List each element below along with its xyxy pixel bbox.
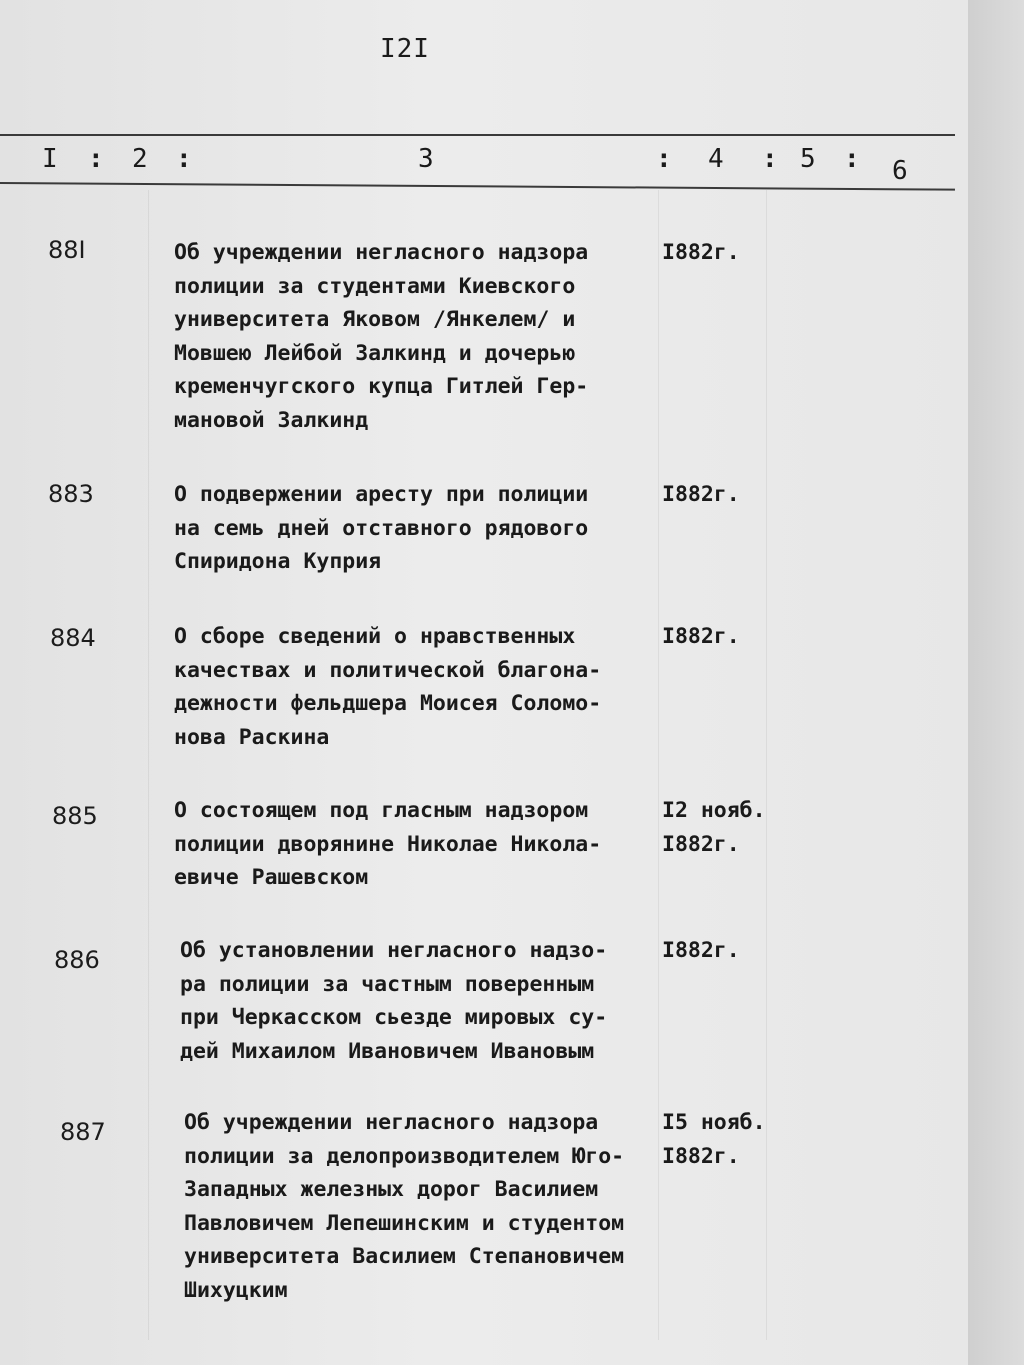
entry-line: университета Василием Степановичем	[184, 1244, 625, 1269]
entry-line: полиции за делопроизводителем Юго-	[184, 1143, 625, 1169]
entry-number: 884	[50, 624, 96, 652]
entry-line: Мовшею Лейбой Залкинд и дочерью	[174, 340, 576, 366]
entry-number: 883	[48, 480, 94, 508]
entry-line: полиции дворянине Николае Никола-	[174, 831, 602, 857]
entry-line: при Черкасском сьезде мировых су-	[180, 1005, 608, 1030]
entry-line: ра полиции за частным поверенным	[180, 971, 595, 997]
entry-date-line: I882г.	[662, 240, 740, 265]
column-header-1: I	[42, 144, 58, 174]
entry-line: О сборе сведений о нравственных	[174, 624, 576, 649]
entry-line: качествах и политической благона-	[174, 657, 602, 683]
entry-description	[174, 794, 644, 895]
entry-line: евиче Рашевском	[174, 865, 369, 890]
column-header-3: 3	[418, 144, 434, 174]
entry-description	[174, 620, 644, 754]
column-divider	[148, 190, 149, 1340]
entry-line: дей Михаилом Ивановичем Ивановым	[180, 1038, 595, 1064]
column-separator: :	[88, 144, 104, 174]
entry-number: 887	[60, 1118, 106, 1146]
column-separator: :	[844, 144, 860, 174]
entry-line: О состоящем под гласным надзором	[174, 798, 589, 823]
entry-line: Об учреждении негласного надзора	[174, 240, 589, 265]
entry-line: Шихуцким	[184, 1277, 288, 1303]
entry-line: полиции за студентами Киевского	[174, 273, 576, 299]
entry-date	[662, 620, 740, 654]
entry-date-line: I882г.	[662, 1143, 740, 1169]
entry-date	[662, 794, 766, 861]
entry-line: университета Яковом /Янкелем/ и	[174, 307, 576, 332]
entry-description	[184, 1106, 654, 1307]
column-header-6: 6	[892, 156, 908, 186]
entry-number: 885	[52, 802, 98, 830]
column-separator: :	[762, 144, 778, 174]
entry-date-line: I882г.	[662, 831, 740, 857]
entry-line: Об учреждении негласного надзора	[184, 1110, 599, 1135]
entry-description	[180, 934, 650, 1068]
entry-description	[174, 478, 644, 579]
entry-date-line: I882г.	[662, 482, 740, 507]
entry-line: Западных железных дорог Василием	[184, 1177, 599, 1202]
entry-line: на семь дней отставного рядового	[174, 515, 589, 541]
entry-number: 88I	[48, 236, 86, 264]
header-top-rule	[0, 134, 955, 136]
column-header-2: 2	[132, 144, 148, 174]
entry-date-line: I2 нояб.	[662, 798, 766, 823]
column-header-4: 4	[708, 144, 724, 174]
column-divider	[658, 190, 659, 1340]
entry-number: 886	[54, 946, 100, 974]
column-divider	[766, 190, 767, 1340]
entry-line: Павловичем Лепешинским и студентом	[184, 1210, 625, 1236]
entry-date-line: I882г.	[662, 624, 740, 649]
entry-date-line: I882г.	[662, 938, 740, 963]
page-edge	[968, 0, 1024, 1365]
entry-line: Спиридона Куприя	[174, 549, 382, 574]
entry-line: мановой Залкинд	[174, 407, 369, 433]
page-number: I2I	[380, 34, 430, 64]
entry-line: кременчугского купца Гитлей Гер-	[174, 374, 589, 399]
header-bottom-rule	[0, 182, 955, 191]
entry-date	[662, 478, 740, 512]
column-header-5: 5	[800, 144, 816, 174]
column-separator: :	[656, 144, 672, 174]
entry-date	[662, 934, 740, 968]
column-separator: :	[176, 144, 192, 174]
entry-date-line: I5 нояб.	[662, 1110, 766, 1135]
entry-line: нова Раскина	[174, 724, 330, 750]
entry-line: Об установлении негласного надзо-	[180, 938, 608, 963]
entry-description	[174, 236, 644, 437]
entry-date	[662, 236, 740, 270]
entry-line: дежности фельдшера Моисея Соломо-	[174, 691, 602, 716]
entry-line: О подвержении аресту при полиции	[174, 482, 589, 507]
entry-date	[662, 1106, 766, 1173]
